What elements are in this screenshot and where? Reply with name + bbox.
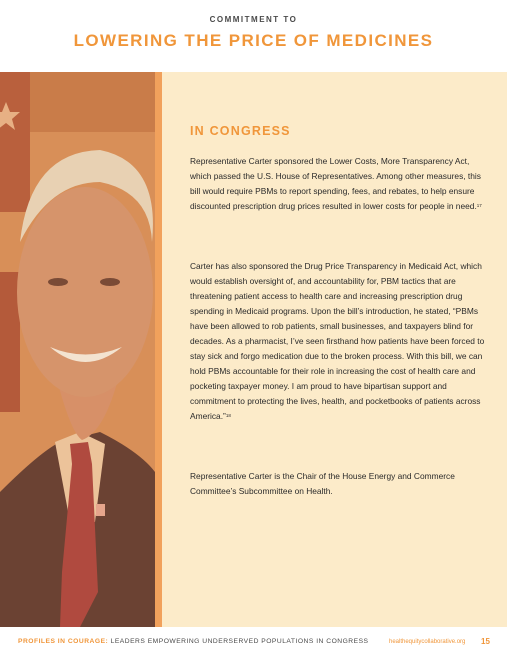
page-header: [0, 0, 507, 72]
page-number: 15: [481, 637, 490, 646]
portrait-photo: [0, 72, 155, 627]
page-title: LOWERING THE PRICE OF MEDICINES: [73, 31, 434, 50]
paragraph-1: [190, 154, 490, 214]
section-title: IN CONGRESS: [190, 124, 291, 138]
footer-title: [18, 638, 369, 645]
footer-highlight: PROFILES IN COURAGE:: [18, 638, 109, 645]
paragraph-3-text: Representative Carter is the Chair of the House Energy and Commerce Committee’s Subcommittee on Health.: [190, 471, 455, 496]
paragraph-2: [190, 259, 490, 424]
header-kicker: COMMITMENT TO: [209, 15, 298, 24]
paragraph-2-text: Carter has also sponsored the Drug Price Transparency in Medicaid Act, which would establish oversight of, and accountability for, PBM tactics that are threatening patient access to health care and increasing prescription drug spending in Medicaid programs. Upon the bill’s introduction, he stated, “PBMs have been allowed to rob patients, small businesses, and taxpayers blind for decades. As a pharmacist, I’ve seen firsthand how patients have been forced to stay sick and forgo medication due to the broken process. With this bill, we can hold PBMs accountable for their role in increasing the cost of health care and pocketing taxpayer money. I am proud to have bipartisan support and commitment to protecting the lives, health, and pocketbooks of patients across America.”: [190, 261, 485, 421]
footer-rest: LEADERS EMPOWERING UNDERSERVED POPULATIONS IN CONGRESS: [108, 638, 369, 645]
footer-url-link[interactable]: healthequitycollaborative.org: [389, 639, 466, 645]
page-footer: [0, 627, 507, 658]
footnote-17: 17: [476, 203, 482, 208]
accent-stripe: [155, 72, 162, 627]
footnote-18: 18: [225, 413, 231, 418]
paragraph-1-text: Representative Carter sponsored the Lower Costs, More Transparency Act, which passed the U.S. House of Representatives. Among other measures, this bill would require PBMs to report spending, fees, and rebates, to help ensure discounted prescription drug prices resulted in lower costs for people in need.: [190, 156, 481, 211]
paragraph-3: [190, 469, 490, 499]
